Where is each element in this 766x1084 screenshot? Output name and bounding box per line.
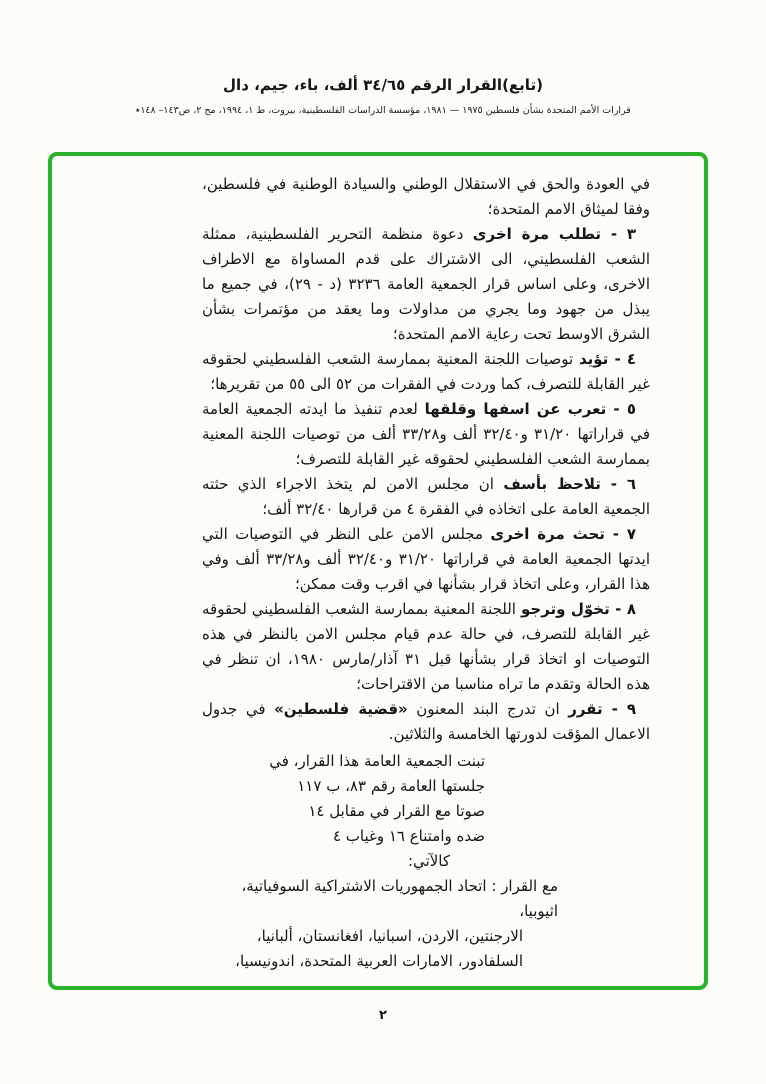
paragraph-lead-bold: ٥ - تعرب عن اسفها وقلقها — [424, 400, 636, 418]
adoption-line: صوتا مع القرار في مقابل ١٤ — [308, 802, 485, 820]
resolution-text-box — [48, 152, 708, 990]
paragraph-text: في العودة والحق في الاستقلال الوطني والسيادة الوطنية في فلسطين، وفقا لميثاق الامم المتحدة؛ — [202, 175, 650, 218]
vote-line: الارجنتين، الاردن، اسبانيا، افغانستان، ألبانيا، — [256, 927, 523, 945]
page-number: ٢ — [379, 1008, 387, 1023]
paragraph-text: اللجنة المعنية بممارسة الشعب الفلسطيني لحقوقه غير القابلة للتصرف، في حالة عدم قيام مجلس الامن بالنظر في هذه التوصيات او اتخاذ قرار بشأنها قبل ٣١ آذار/مارس ١٩٨٠، ان تنظر في هذه الحالة وتقدم ما تراه مناسبا من الاقتراحات؛ — [202, 600, 650, 693]
resolution-title: (تابع)القرار الرقم ٣٤/٦٥ ألف، باء، جيم، دال — [223, 76, 543, 94]
resolution-paragraph — [202, 397, 650, 472]
paragraph-lead-bold: ٨ - تخوّل وترجو — [520, 600, 636, 618]
paragraph-lead-bold: ٤ - تؤيد — [578, 350, 636, 368]
paragraph-lead-bold: ٩ - تقرر — [568, 700, 636, 718]
resolution-paragraph — [202, 597, 650, 697]
resolution-paragraph — [202, 222, 650, 347]
paragraph-text: ان مجلس الامن لم يتخذ الاجراء الذي حثته الجمعية العامة على اتخاذه في الفقرة ٤ من قرارها ٣٢/٤٠ ألف؛ — [202, 475, 650, 518]
paragraph-lead-bold: ٦ - تلاحظ بأسف — [503, 475, 636, 493]
paragraph-text: مجلس الامن على النظر في التوصيات التي ايدتها الجمعية العامة في قراراتها ٣١/٢٠ و٣٢/٤٠ ألف و٣٣/٢٨ ألف وفي هذا القرار، وعلى اتخاذ قرار بشأنها في اقرب وقت ممكن؛ — [202, 525, 651, 593]
paragraph-text: لعدم تنفيذ ما ايدته الجمعية العامة في قراراتها ٣١/٢٠ و٣٢/٤٠ ألف و٣٣/٢٨ ألف من توصيات اللجنة المعنية بممارسة الشعب الفلسطيني لحقوقه غير القابلة للتصرف؛ — [202, 400, 650, 468]
paragraph-text: في جدول الاعمال المؤقت لدورتها الخامسة والثلاثين. — [202, 700, 650, 743]
vote-line: السلفادور، الامارات العربية المتحدة، اندونيسيا، — [235, 952, 523, 970]
adoption-line: ضده وامتناع ١٦ وغياب ٤ — [332, 827, 485, 845]
vote-line: مع القرار : اتحاد الجمهوريات الاشتراكية السوفياتية، اثيوبيا، — [241, 877, 558, 920]
paragraph-text: ان تدرج البند المعنون — [407, 700, 569, 718]
paragraph-text: توصيات اللجنة المعنية بممارسة الشعب الفلسطيني لحقوقه غير القابلة للتصرف، كما وردت في الفقرات من ٥٢ الى ٥٥ من تقريرها؛ — [202, 350, 650, 393]
paragraph-lead-bold: ٣ - تطلب مرة اخرى — [472, 225, 636, 243]
paragraph-text: دعوة منظمة التحرير الفلسطينية، ممثلة الشعب الفلسطيني، الى الاشتراك على قدم المساواة مع الاطراف الاخرى، وعلى اساس قرار الجمعية العامة ٣٢٣٦ (د - ٢٩)، في جميع ما يبذل من جهود وما يجري من مداولات وما يعقد من مؤتمرات بشأن الشرق الاوسط تحت رعاية الامم المتحدة؛ — [202, 225, 651, 343]
paragraph-lead-bold: ٧ - تحث مرة اخرى — [490, 525, 636, 543]
source-citation: قرارات الأمم المتحدة بشأن فلسطين ١٩٧٥ — ١٩٨١، مؤسسة الدراسات الفلسطينية، بيروت، ط ١، ١٩٩٤، مج ٢، ص١٤٣– ١٤٨٭ — [135, 105, 631, 116]
resolution-paragraph — [202, 522, 650, 597]
resolution-paragraph — [202, 347, 650, 397]
resolution-paragraph — [202, 697, 650, 747]
adoption-line: كالآتي: — [408, 852, 450, 870]
paragraph-lead-bold: «قضية فلسطين» — [274, 700, 408, 718]
adoption-line: جلستها العامة رقم ٨٣، ب ١١٧ — [297, 777, 485, 795]
votes-in-favor-list — [202, 874, 558, 974]
resolution-paragraph — [202, 472, 650, 522]
paragraphs-container — [202, 172, 650, 747]
adoption-record — [202, 749, 485, 874]
resolution-paragraph — [202, 172, 650, 222]
adoption-line: تبنت الجمعية العامة هذا القرار، في — [269, 752, 485, 770]
